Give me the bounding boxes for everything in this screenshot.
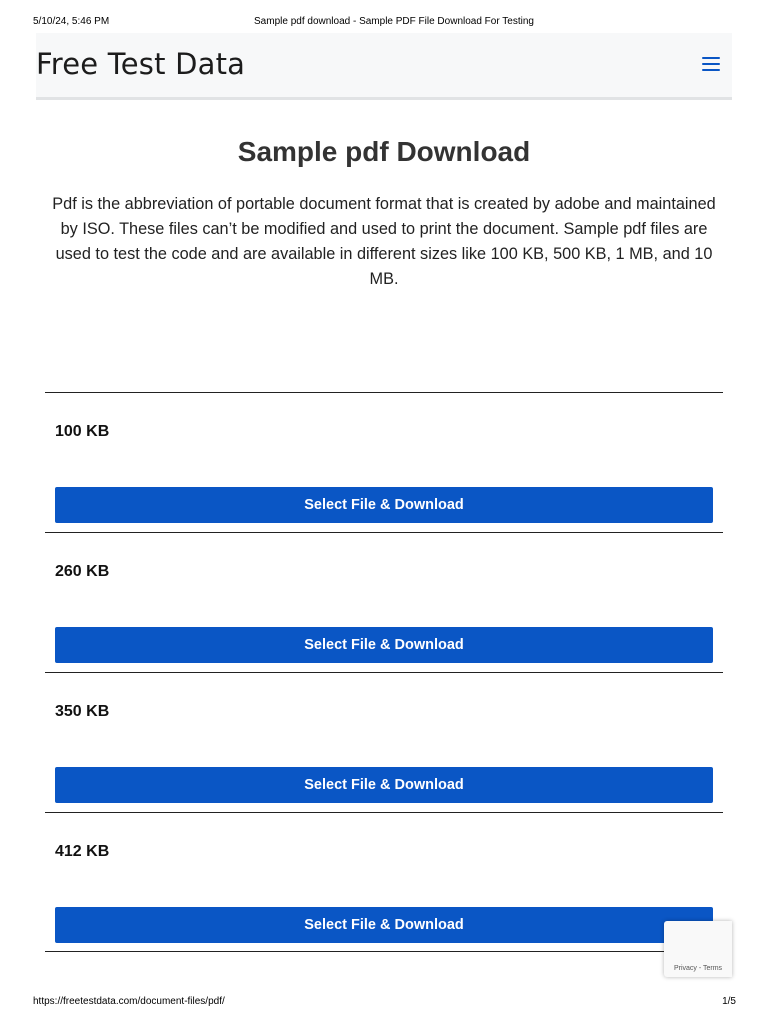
file-item [45,812,723,952]
hamburger-menu-icon[interactable] [702,57,720,73]
select-file-download-button[interactable]: Select File & Download [55,767,713,803]
print-doc-title: Sample pdf download - Sample PDF File Download For Testing [254,16,534,27]
page-title: Sample pdf Download [237,136,531,167]
select-file-download-button[interactable]: Select File & Download [55,487,713,523]
select-file-download-button[interactable]: Select File & Download [55,627,713,663]
print-page-number: 1/5 [722,996,736,1007]
file-list [45,392,723,952]
select-file-download-button[interactable]: Select File & Download [55,907,713,943]
file-item [45,532,723,672]
file-item [45,672,723,812]
file-size-label: 100 KB [55,423,110,440]
site-header [36,33,732,100]
print-url: https://freetestdata.com/document-files/pdf/ [33,996,225,1007]
print-header [0,16,768,30]
recaptcha-links[interactable]: Privacy - Terms [673,965,723,972]
file-item [45,392,723,532]
file-size-label: 260 KB [55,563,110,580]
file-size-label: 412 KB [55,843,110,860]
file-size-label: 350 KB [55,703,110,720]
intro-paragraph: Pdf is the abbreviation of portable document format that is created by adobe and maintained by ISO. These files can’t be modified and used to print the document. Sample pdf files are used to test the code and are available in different sizes like 100 KB, 500 KB, 1 MB, and 10 MB. [52,195,716,288]
site-logo[interactable]: Free Test Data [36,47,246,81]
print-datetime: 5/10/24, 5:46 PM [33,16,110,27]
print-footer [0,996,768,1010]
recaptcha-badge[interactable] [664,921,732,977]
